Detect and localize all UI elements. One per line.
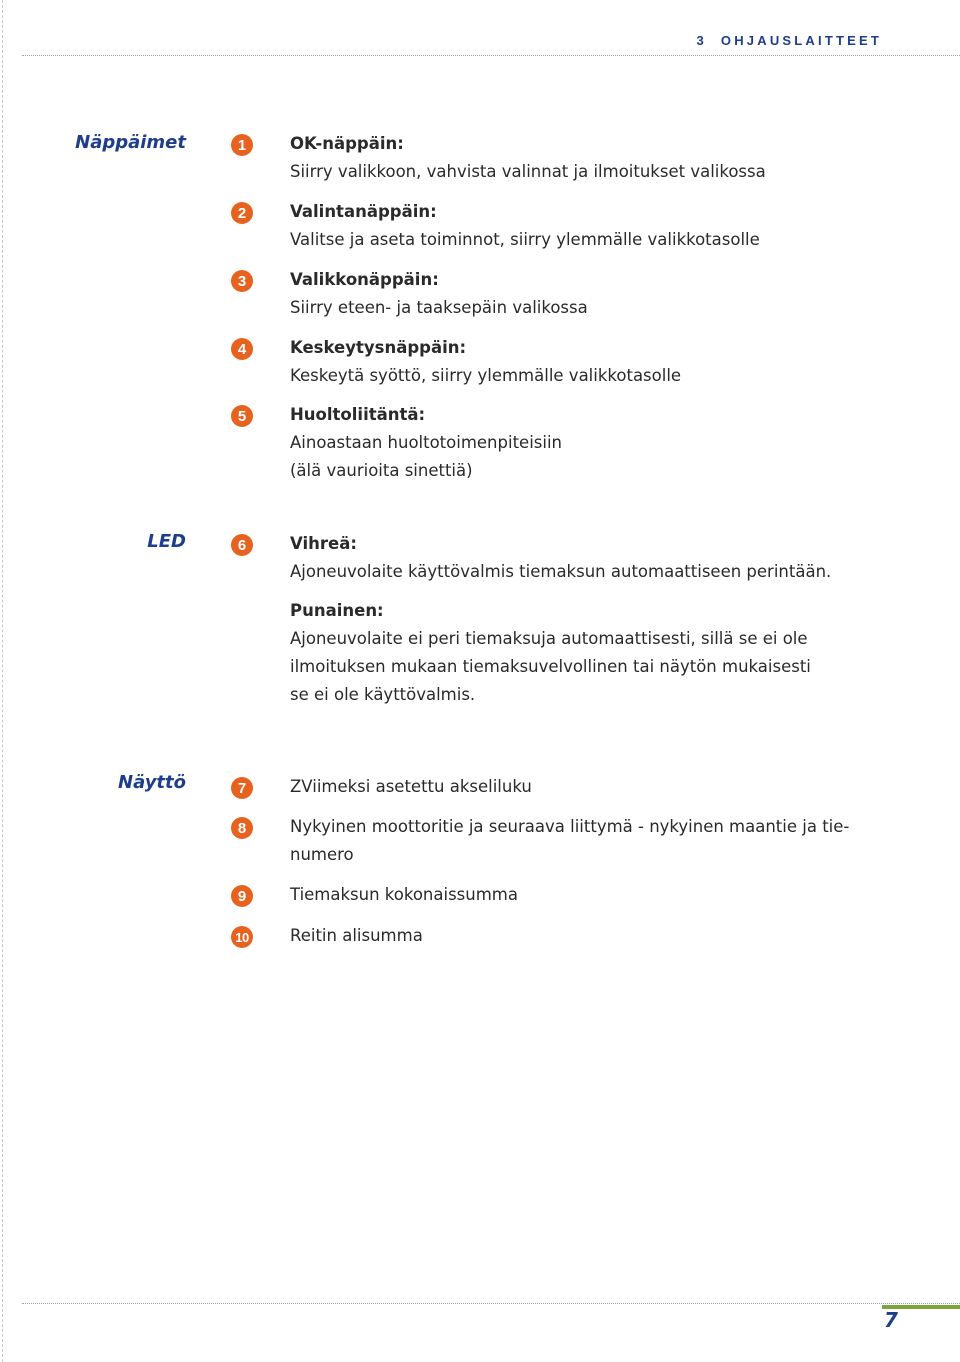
- chapter-number: 3: [696, 33, 707, 48]
- marker-2: 2: [231, 202, 253, 224]
- section-label-keys: Näppäimet: [75, 132, 186, 153]
- service-port: [290, 401, 890, 485]
- key-ok: [290, 130, 890, 186]
- led-red-title: Punainen:: [290, 601, 384, 620]
- service-port-desc-line1: Ainoastaan huoltotoimenpiteisiin: [290, 433, 563, 452]
- footer-rule: [22, 1303, 960, 1304]
- marker-10: 10: [231, 926, 253, 948]
- marker-6: 6: [231, 534, 253, 556]
- key-select: [290, 198, 890, 254]
- display-toll-total-desc: Tiemaksun kokonaissumma: [290, 885, 518, 904]
- header-rule: [22, 55, 960, 56]
- led-red-desc-line1: Ajoneuvolaite ei peri tiemaksuja automaattisesti, sillä se ei ole: [290, 629, 808, 648]
- key-menu-desc: Siirry eteen- ja taaksepäin valikossa: [290, 298, 588, 317]
- key-select-desc: Valitse ja aseta toiminnot, siirry ylemmälle valikkotasolle: [290, 230, 760, 249]
- page-edge-guide: [2, 0, 3, 1362]
- led-green-title: Vihreä:: [290, 534, 357, 553]
- display-axle-count: [290, 773, 890, 801]
- key-cancel: [290, 334, 890, 390]
- display-road-junction: [290, 813, 890, 869]
- led-green-desc: Ajoneuvolaite käyttövalmis tiemaksun automaattiseen perintään.: [290, 562, 832, 581]
- display-road-junction-line1: Nykyinen moottoritie ja seuraava liittymä - nykyinen maantie ja tie-: [290, 817, 850, 836]
- section-label-led: LED: [147, 531, 186, 552]
- key-cancel-desc: Keskeytä syöttö, siirry ylemmälle valikkotasolle: [290, 366, 682, 385]
- display-route-subtotal: [290, 922, 890, 950]
- led-red-desc-line2: ilmoituksen mukaan tiemaksuvelvollinen tai näytön mukaisesti: [290, 657, 811, 676]
- key-cancel-title: Keskeytysnäppäin:: [290, 338, 467, 357]
- key-ok-title: OK-näppäin:: [290, 134, 404, 153]
- chapter-header: [696, 33, 882, 48]
- key-ok-desc: Siirry valikkoon, vahvista valinnat ja ilmoitukset valikossa: [290, 162, 766, 181]
- display-route-subtotal-desc: Reitin alisumma: [290, 926, 423, 945]
- led-red-desc-line3: se ei ole käyttövalmis.: [290, 685, 476, 704]
- page-number: 7: [884, 1308, 898, 1332]
- key-menu: [290, 266, 890, 322]
- marker-5: 5: [231, 405, 253, 427]
- led-red: [290, 597, 890, 709]
- marker-7: 7: [231, 777, 253, 799]
- led-green: [290, 530, 890, 586]
- section-label-display: Näyttö: [118, 772, 186, 793]
- key-menu-title: Valikkonäppäin:: [290, 270, 439, 289]
- marker-9: 9: [231, 885, 253, 907]
- display-toll-total: [290, 881, 890, 909]
- marker-1: 1: [231, 134, 253, 156]
- service-port-title: Huoltoliitäntä:: [290, 405, 426, 424]
- chapter-title: OHJAUSLAITTEET: [720, 33, 882, 48]
- marker-4: 4: [231, 338, 253, 360]
- service-port-desc-line2: (älä vaurioita sinettiä): [290, 461, 473, 480]
- display-axle-count-desc: ZViimeksi asetettu akseliluku: [290, 777, 532, 796]
- marker-3: 3: [231, 270, 253, 292]
- key-select-title: Valintanäppäin:: [290, 202, 437, 221]
- marker-8: 8: [231, 817, 253, 839]
- display-road-junction-line2: numero: [290, 845, 354, 864]
